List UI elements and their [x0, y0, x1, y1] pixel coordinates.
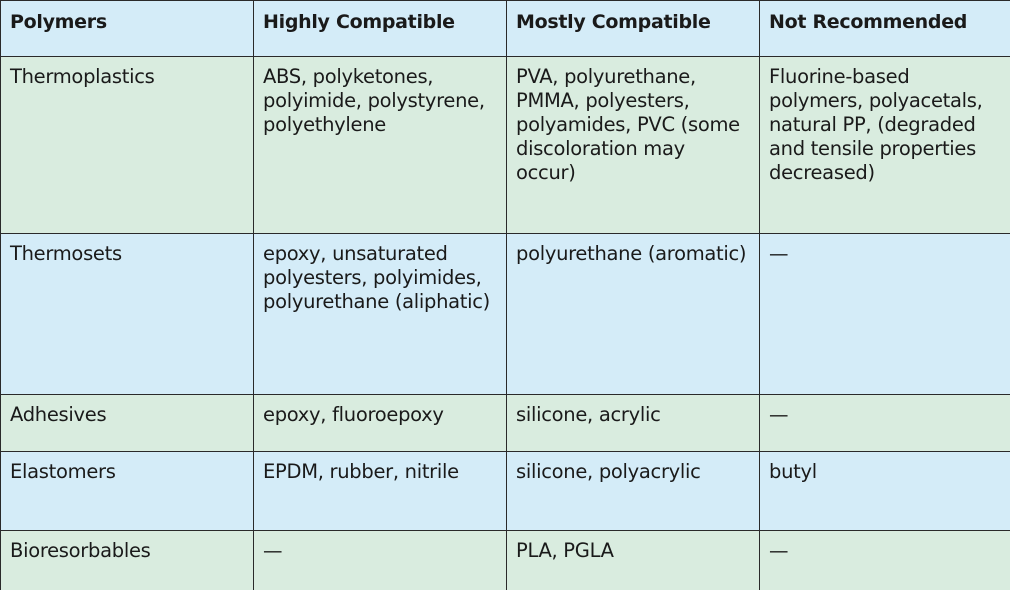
- cell-highly-compatible: —: [254, 531, 507, 590]
- table-row-elastomers: [1, 452, 1010, 531]
- cell-polymer: Adhesives: [1, 395, 254, 452]
- cell-not-recommended: —: [760, 234, 1010, 395]
- table-row-thermosets: [1, 234, 1010, 395]
- cell-polymer: Elastomers: [1, 452, 254, 531]
- cell-mostly-compatible: silicone, polyacrylic: [507, 452, 760, 531]
- cell-polymer: Bioresorbables: [1, 531, 254, 590]
- table-row-adhesives: [1, 395, 1010, 452]
- header-mostly-compatible: Mostly Compatible: [507, 1, 760, 57]
- cell-highly-compatible: epoxy, unsaturated polyesters, polyimides, polyurethane (aliphatic): [254, 234, 507, 395]
- header-row: [1, 1, 1010, 57]
- table-row-bioresorbables: [1, 531, 1010, 590]
- header-polymers: Polymers: [1, 1, 254, 57]
- cell-highly-compatible: ABS, polyketones, polyimide, polystyrene, polyethylene: [254, 57, 507, 234]
- cell-mostly-compatible: PVA, polyurethane, PMMA, polyesters, polyamides, PVC (some discoloration may occur): [507, 57, 760, 234]
- header-highly-compatible: Highly Compatible: [254, 1, 507, 57]
- cell-not-recommended: Fluorine-based polymers, polyacetals, natural PP, (degraded and tensile properties decreased): [760, 57, 1010, 234]
- cell-highly-compatible: epoxy, fluoroepoxy: [254, 395, 507, 452]
- table-row-thermoplastics: [1, 57, 1010, 234]
- cell-not-recommended: butyl: [760, 452, 1010, 531]
- cell-polymer: Thermosets: [1, 234, 254, 395]
- cell-not-recommended: —: [760, 395, 1010, 452]
- cell-mostly-compatible: silicone, acrylic: [507, 395, 760, 452]
- cell-mostly-compatible: PLA, PGLA: [507, 531, 760, 590]
- cell-not-recommended: —: [760, 531, 1010, 590]
- header-not-recommended: Not Recommended: [760, 1, 1010, 57]
- cell-highly-compatible: EPDM, rubber, nitrile: [254, 452, 507, 531]
- cell-mostly-compatible: polyurethane (aromatic): [507, 234, 760, 395]
- cell-polymer: Thermoplastics: [1, 57, 254, 234]
